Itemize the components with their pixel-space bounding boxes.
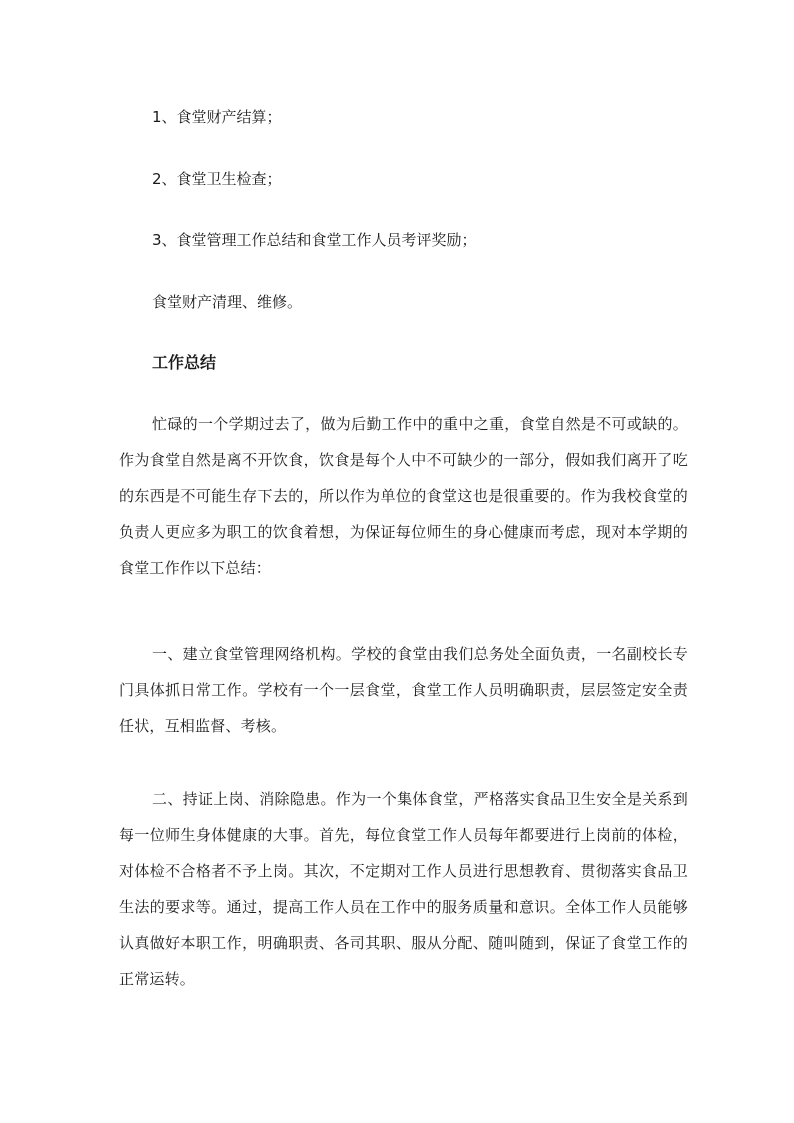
paragraph-3: 二、持证上岗、消除隐患。作为一个集体食堂，严格落实食品卫生安全是关系到每一位师生身体健康的大事。首先，每位食堂工作人员每年都要进行上岗前的体检，对体检不合格者不予上岗。其次，不定期对工作人员进行思想教育、贯彻落实食品卫生法的要求等。通过，提高工作人员在工作中的服务质量和意识。全体工作人员能够认真做好本职工作，明确职责、各司其职、服从分配、随叫随到，保证了食堂工作的正常运转。 <box>119 790 688 988</box>
paragraph-2: 一、建立食堂管理网络机构。学校的食堂由我们总务处全面负责，一名副校长专门具体抓日常工作。学校有一个一层食堂，食堂工作人员明确职责，层层签定安全责任状，互相监督、考核。 <box>119 645 688 735</box>
paragraph-1-block <box>119 406 688 586</box>
paragraph-3-block <box>119 781 688 997</box>
paragraph-2-block <box>119 636 688 744</box>
note-line: 食堂财产清理、维修。 <box>152 293 303 311</box>
section-heading: 工作总结 <box>152 353 217 372</box>
paragraph-1: 忙碌的一个学期过去了，做为后勤工作中的重中之重，食堂自然是不可或缺的。作为食堂自然是离不开饮食，饮食是每个人中不可缺少的一部分，假如我们离开了吃的东西是不可能生存下去的，所以作为单位的食堂这也是很重要的。作为我校食堂的负责人更应多为职工的饮食着想，为保证每位师生的身心健康而考虑，现对本学期的食堂工作作以下总结： <box>119 415 688 577</box>
list-item-3: 3、食堂管理工作总结和食堂工作人员考评奖励； <box>152 231 477 249</box>
list-item-2: 2、食堂卫生检查； <box>152 170 282 188</box>
list-item-1: 1、食堂财产结算； <box>152 108 282 126</box>
